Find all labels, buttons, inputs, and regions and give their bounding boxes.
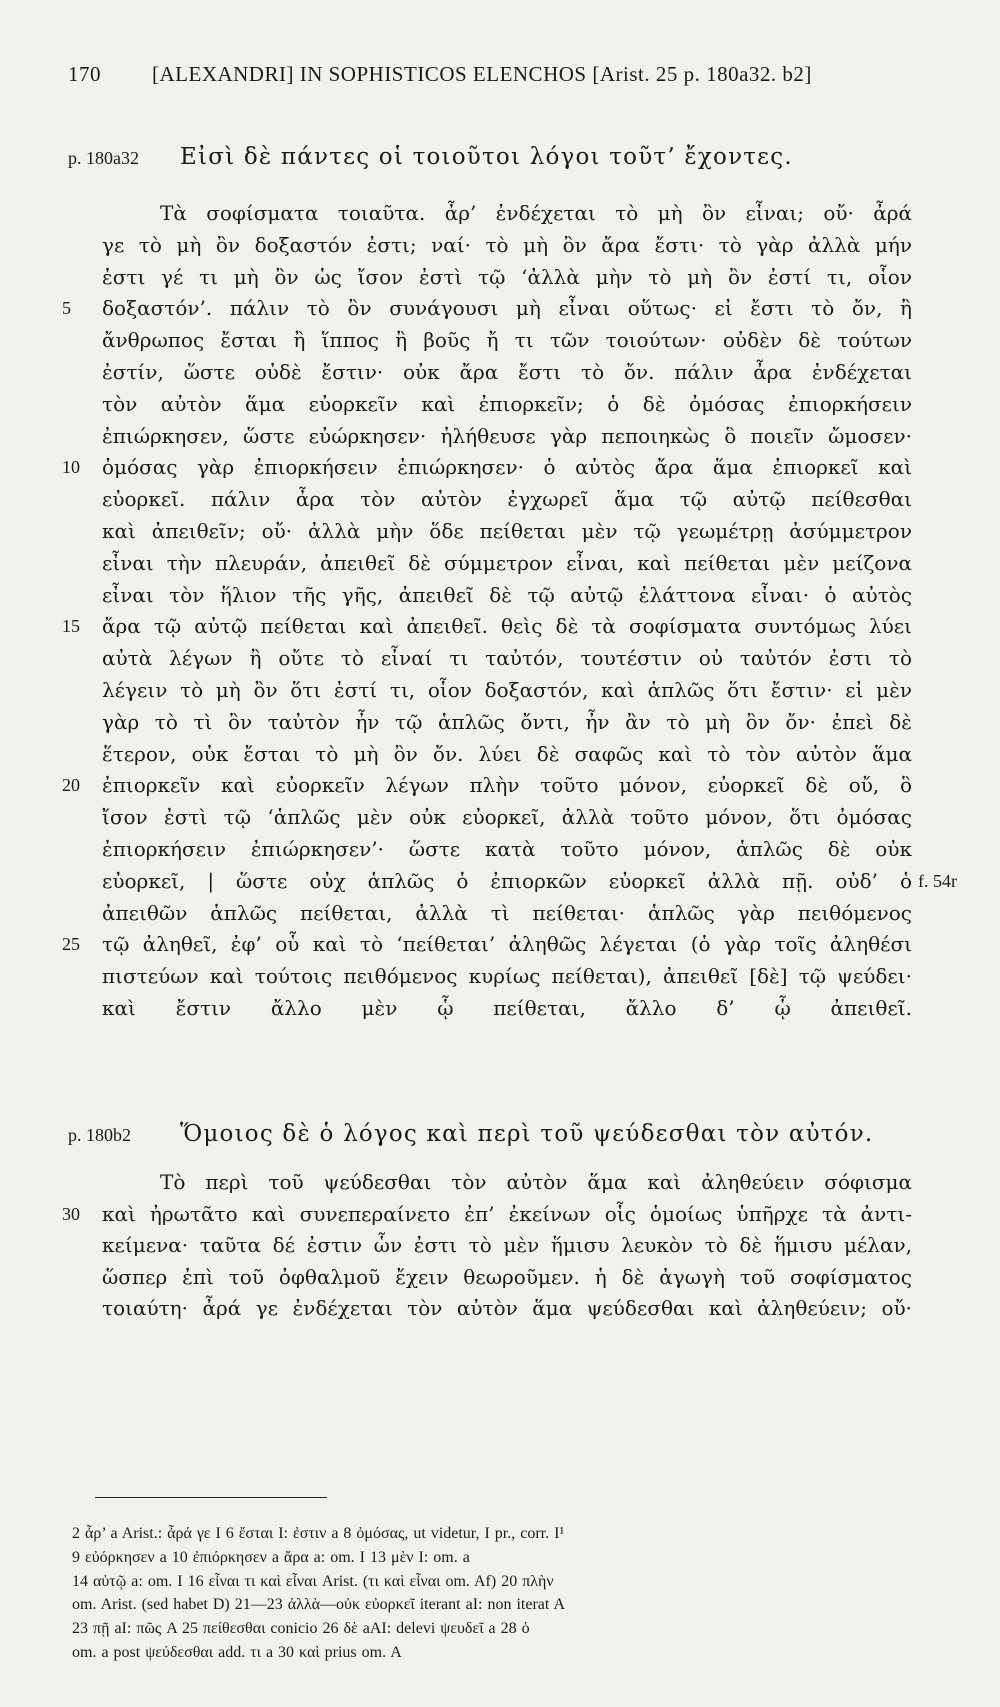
footnote-line: om. Arist. (sed habet D) 21—23 ἀλλὰ—οὐκ εὐορκεῖ iterant aI: non iterat A [72,1596,566,1614]
lemma-text: Εἰσὶ δὲ πάντες οἱ τοιοῦτοι λόγοι τοῦτ’ ἔχοντες. [180,144,793,170]
lemma-text: Ὅμοιος δὲ ὁ λόγος καὶ περὶ τοῦ ψεύδεσθαι τὸν αὐτόν. [180,1121,874,1147]
footnote-line: 23 πῇ aI: πῶς A 25 πείθεσθαι conicio 26 δὲ aAI: delevi ψευδεῖ a 28 ὁ [72,1620,530,1638]
lemma-reference: p. 180b2 [68,1125,131,1145]
text-line: καὶ ἔστιν ἄλλο μὲν ᾧ πείθεται, ἄλλο δ’ ᾧ ἀπειθεῖ. [102,996,912,1020]
page-number: 170 [68,62,101,86]
line-number: 25 [62,934,80,955]
text-line: γε τὸ μὴ ὂν δοξαστόν ἐστι; ναί· τὸ μὴ ὂν ἄρα ἔστι· τὸ γὰρ ἀλλὰ μήν [102,232,912,257]
text-line: τοιαύτη· ἆρά γε ἐνδέχεται τὸν αὐτὸν ἅμα ψεύδεσθαι καὶ ἀληθεύειν; οὔ· [102,1296,912,1320]
line-number: 20 [62,775,80,796]
line-number: 30 [62,1203,80,1224]
footnote-line: om. a post ψεύδεσθαι add. τι a 30 καὶ prius om. A [72,1644,402,1661]
line-number: 10 [62,457,80,478]
text-line: εἶναι τὴν πλευράν, ἀπειθεῖ δὲ σύμμετρον εἶναι, καὶ πείθεται μὲν μείζονα [102,550,912,575]
text-line: ἕτερον, οὐκ ἔσται τὸ μὴ ὂν ὄν. λύει δὲ σαφῶς καὶ τὸ τὸν αὐτὸν ἅμα [102,741,912,766]
text-line: πιστεύων καὶ τούτοις πειθόμενος κυρίως πείθεται), ἀπειθεῖ [δὲ] τῷ ψεύδει· [102,964,912,989]
footnote-rule [95,1497,327,1498]
text-line: ἐστίν, ὥστε οὐδὲ ἔστιν· οὐκ ἄρα ἔστι τὸ ὄν. πάλιν ἆρα ἐνδέχεται [102,360,912,384]
lemma-heading [68,1121,948,1147]
text-line: ἴσον ἐστὶ τῷ ‘ἁπλῶς μὲν οὐκ εὐορκεῖ, ἀλλὰ τοῦτο μόνον, ὅτι ὀμόσας [102,805,912,830]
line-number: 15 [62,616,80,637]
line-number: 5 [62,298,71,319]
text-line: εὐορκεῖ. πάλιν ἆρα τὸν αὐτὸν ἐγχωρεῖ ἅμα τῷ αὐτῷ πείθεσθαι [102,487,912,512]
text-line: λέγειν τὸ μὴ ὂν ὅτι ἐστί τι, οἷον δοξαστόν, καὶ ἁπλῶς ὅτι ἔστιν· εἰ μὲν [102,678,912,702]
text-line: εἶναι τὸν ἥλιον τῆς γῆς, ἀπειθεῖ δὲ τῷ αὐτῷ ἐλάττονα εἶναι· ὁ αὐτὸς [102,582,912,607]
running-header [68,62,928,87]
text-line: ἀπειθῶν ἁπλῶς πείθεται, ἀλλὰ τὶ πείθεται· ἁπλῶς γὰρ πειθόμενος [102,900,912,925]
text-line: ὀμόσας γὰρ ἐπιορκήσειν ἐπιώρκησεν· ὁ αὐτὸς ἄρα ἅμα ἐπιορκεῖ καὶ [102,455,912,480]
running-title: [ALEXANDRI] IN SOPHISTICOS ELENCHOS [Arist. 25 p. 180a32. b2] [152,62,812,86]
footnote-line: 14 αὐτῷ a: om. I 16 εἶναι τι καὶ εἶναι Arist. (τι καὶ εἶναι om. Af) 20 πλὴν [72,1572,554,1590]
text-line: αὐτὰ λέγων ἢ οὔτε τὸ εἶναί τι ταὐτόν, τουτέστιν οὐ ταὐτόν ἐστι τὸ [102,646,912,671]
text-line: ἐπιορκήσειν ἐπιώρκησεν’· ὥστε κατὰ τοῦτο μόνον, ἁπλῶς δὲ οὐκ [102,837,912,861]
text-line: Τὰ σοφίσματα τοιαῦτα. ἆρ’ ἐνδέχεται τὸ μὴ ὂν εἶναι; οὔ· ἆρά [160,201,912,225]
text-line: δοξαστόν’. πάλιν τὸ ὂν συνάγουσι μὴ εἶναι οὕτως· εἰ ἔστι τὸ ὄν, ἢ [102,296,912,321]
text-line: ἄρα τῷ αὐτῷ πείθεται καὶ ἀπειθεῖ. θεὶς δὲ τὰ σοφίσματα συντόμως λύει [102,614,912,639]
lemma-reference: p. 180a32 [68,148,139,168]
text-line: ἐπιορκεῖν καὶ εὐορκεῖν λέγων πλὴν τοῦτο μόνον, εὐορκεῖ δὲ οὔ, ὃ [102,773,912,798]
folio-marker: f. 54r [918,870,957,891]
text-line: γὰρ τὸ τὶ ὂν ταὐτὸν ἦν τῷ ἁπλῶς ὄντι, ἦν ἂν τὸ μὴ ὂν ὄν· ἐπεὶ δὲ [102,709,912,734]
text-line: καὶ ἠρωτᾶτο καὶ συνεπεραίνετο ἐπ’ ἐκείνων οἷς ὁμοίως ὑπῆρχε τὰ ἀντι- [102,1201,912,1226]
text-line: καὶ ἀπειθεῖν; οὔ· ἀλλὰ μὴν ὅδε πείθεται μὲν τῷ γεωμέτρῃ ἀσύμμετρον [102,519,912,543]
text-line: τὸν αὐτὸν ἅμα εὐορκεῖν καὶ ἐπιορκεῖν; ὁ δὲ ὀμόσας ἐπιορκήσειν [102,391,912,416]
text-line: ἐστι γέ τι μὴ ὂν ὡς ἴσον ἐστὶ τῷ ‘ἀλλὰ μὴν τὸ μὴ ὂν ἐστί τι, οἷον [102,264,912,289]
text-line: ἐπιώρκησεν, ὥστε εὐώρκησεν· ἠλήθευσε γὰρ πεποιηκὼς ὃ ποιεῖν ὤμοσεν· [102,423,912,448]
footnote-line: 9 εὐόρκησεν a 10 ἐπιόρκησεν a ἄρα a: om. I 13 μὲν I: om. a [72,1548,470,1566]
text-line: ἄνθρωπος ἔσται ἢ ἵππος ἢ βοῦς ἤ τι τῶν τοιούτων· οὐδὲν δὲ τούτων [102,328,912,353]
footnote-line: 2 ἆρ’ a Arist.: ἆρά γε I 6 ἔσται I: ἐστιν a 8 ὀμόσας, ut videtur, I pr., corr. I¹ [72,1525,565,1542]
text-line: ὥσπερ ἐπὶ τοῦ ὀφθαλμοῦ ἔχειν θεωροῦμεν. ἡ δὲ ἀγωγὴ τοῦ σοφίσματος [102,1264,912,1289]
lemma-heading [68,144,948,170]
text-line: τῷ ἀληθεῖ, ἐφ’ οὗ καὶ τὸ ‘πείθεται’ ἀληθῶς λέγεται (ὁ γὰρ τοῖς ἀληθέσι [102,932,912,957]
text-line: εὐορκεῖ, | ὥστε οὐχ ἁπλῶς ὁ ἐπιορκῶν εὐορκεῖ ἀλλὰ πῇ. οὐδ’ ὁ [102,868,912,893]
text-line: Τὸ περὶ τοῦ ψεύδεσθαι τὸν αὐτὸν ἅμα καὶ ἀληθεύειν σόφισμα [160,1170,912,1194]
text-line: κείμενα· ταῦτα δέ ἐστιν ὧν ἐστι τὸ μὲν ἥμισυ λευκὸν τὸ δὲ ἥμισυ μέλαν, [102,1233,912,1257]
